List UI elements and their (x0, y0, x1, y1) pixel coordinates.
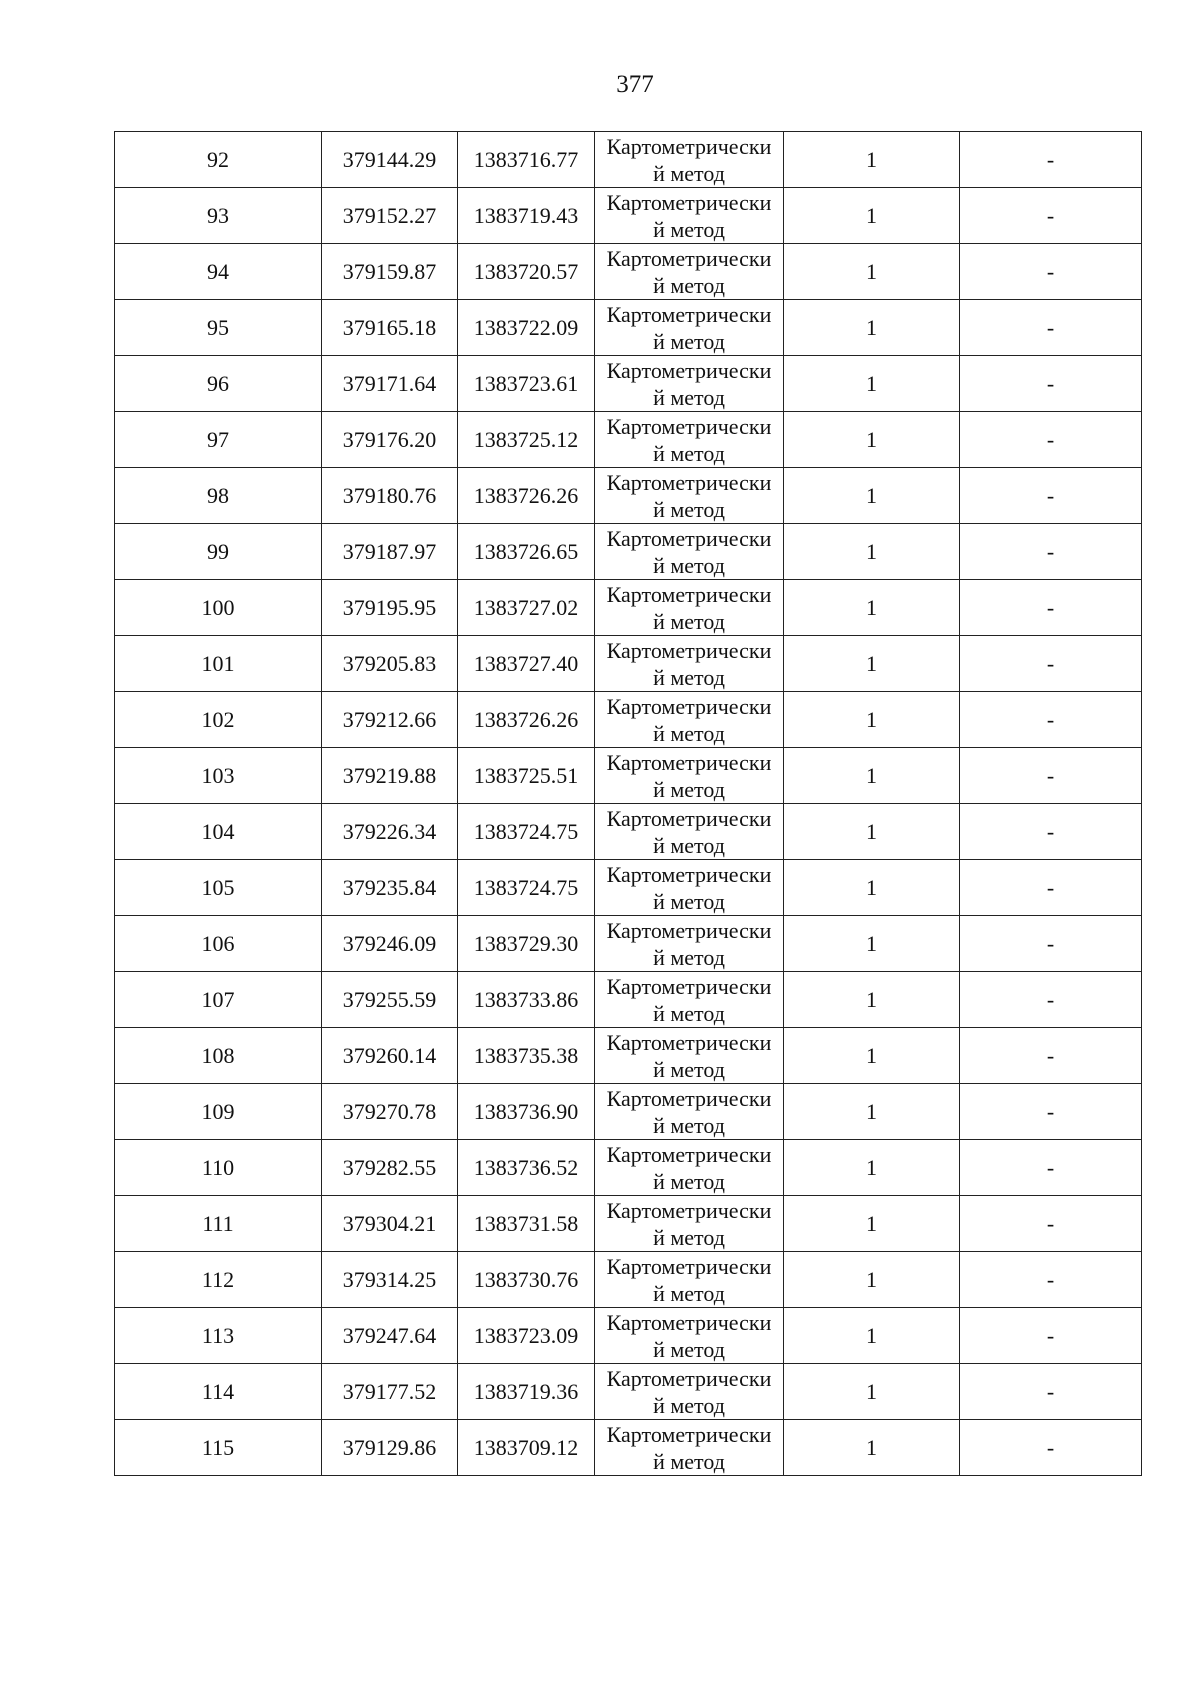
y-coordinate-cell: 1383731.58 (458, 1196, 595, 1252)
note-cell: - (960, 1364, 1142, 1420)
point-number-cell: 95 (115, 300, 322, 356)
y-coordinate-cell: 1383726.65 (458, 524, 595, 580)
method-text: Картометрически й метод (606, 469, 772, 522)
coordinates-table (114, 131, 1142, 1476)
accuracy-cell: 1 (784, 748, 960, 804)
method-text: Картометрически й метод (606, 861, 772, 914)
point-number-cell: 107 (115, 972, 322, 1028)
x-coordinate-cell: 379152.27 (322, 188, 458, 244)
table-row (115, 748, 1142, 804)
table-row (115, 1140, 1142, 1196)
y-coordinate-cell: 1383726.26 (458, 468, 595, 524)
table-row (115, 412, 1142, 468)
table-row (115, 972, 1142, 1028)
accuracy-cell: 1 (784, 916, 960, 972)
x-coordinate-cell: 379255.59 (322, 972, 458, 1028)
accuracy-cell: 1 (784, 860, 960, 916)
method-text: Картометрически й метод (606, 525, 772, 578)
method-text: Картометрически й метод (606, 581, 772, 634)
table-row (115, 580, 1142, 636)
x-coordinate-cell: 379226.34 (322, 804, 458, 860)
method-cell (595, 860, 784, 916)
method-cell (595, 468, 784, 524)
table-row (115, 636, 1142, 692)
method-cell (595, 1252, 784, 1308)
point-number-cell: 113 (115, 1308, 322, 1364)
x-coordinate-cell: 379177.52 (322, 1364, 458, 1420)
accuracy-cell: 1 (784, 1420, 960, 1476)
x-coordinate-cell: 379260.14 (322, 1028, 458, 1084)
x-coordinate-cell: 379235.84 (322, 860, 458, 916)
table-row (115, 804, 1142, 860)
point-number-cell: 111 (115, 1196, 322, 1252)
table-row (115, 916, 1142, 972)
y-coordinate-cell: 1383716.77 (458, 132, 595, 188)
method-cell (595, 972, 784, 1028)
point-number-cell: 97 (115, 412, 322, 468)
method-text: Картометрически й метод (606, 637, 772, 690)
note-cell: - (960, 1252, 1142, 1308)
method-text: Картометрически й метод (606, 693, 772, 746)
accuracy-cell: 1 (784, 1364, 960, 1420)
point-number-cell: 108 (115, 1028, 322, 1084)
y-coordinate-cell: 1383735.38 (458, 1028, 595, 1084)
note-cell: - (960, 300, 1142, 356)
x-coordinate-cell: 379247.64 (322, 1308, 458, 1364)
accuracy-cell: 1 (784, 1252, 960, 1308)
method-text: Картометрически й метод (606, 1141, 772, 1194)
method-cell (595, 188, 784, 244)
point-number-cell: 96 (115, 356, 322, 412)
y-coordinate-cell: 1383723.61 (458, 356, 595, 412)
y-coordinate-cell: 1383720.57 (458, 244, 595, 300)
method-text: Картометрически й метод (606, 1309, 772, 1362)
table-row (115, 1420, 1142, 1476)
table-row (115, 132, 1142, 188)
y-coordinate-cell: 1383725.12 (458, 412, 595, 468)
y-coordinate-cell: 1383719.36 (458, 1364, 595, 1420)
point-number-cell: 93 (115, 188, 322, 244)
point-number-cell: 110 (115, 1140, 322, 1196)
accuracy-cell: 1 (784, 1084, 960, 1140)
method-text: Картометрически й метод (606, 301, 772, 354)
x-coordinate-cell: 379176.20 (322, 412, 458, 468)
method-text: Картометрически й метод (606, 1365, 772, 1418)
accuracy-cell: 1 (784, 1140, 960, 1196)
point-number-cell: 114 (115, 1364, 322, 1420)
accuracy-cell: 1 (784, 1028, 960, 1084)
x-coordinate-cell: 379171.64 (322, 356, 458, 412)
note-cell: - (960, 1420, 1142, 1476)
note-cell: - (960, 860, 1142, 916)
table-row (115, 1308, 1142, 1364)
y-coordinate-cell: 1383727.02 (458, 580, 595, 636)
point-number-cell: 99 (115, 524, 322, 580)
table-row (115, 1196, 1142, 1252)
x-coordinate-cell: 379195.95 (322, 580, 458, 636)
note-cell: - (960, 916, 1142, 972)
accuracy-cell: 1 (784, 468, 960, 524)
x-coordinate-cell: 379212.66 (322, 692, 458, 748)
note-cell: - (960, 244, 1142, 300)
y-coordinate-cell: 1383719.43 (458, 188, 595, 244)
method-cell (595, 1364, 784, 1420)
method-text: Картометрически й метод (606, 1253, 772, 1306)
method-text: Картометрически й метод (606, 1421, 772, 1474)
accuracy-cell: 1 (784, 244, 960, 300)
method-text: Картометрически й метод (606, 1197, 772, 1250)
y-coordinate-cell: 1383709.12 (458, 1420, 595, 1476)
note-cell: - (960, 468, 1142, 524)
method-text: Картометрически й метод (606, 1085, 772, 1138)
point-number-cell: 94 (115, 244, 322, 300)
accuracy-cell: 1 (784, 804, 960, 860)
x-coordinate-cell: 379282.55 (322, 1140, 458, 1196)
method-text: Картометрически й метод (606, 973, 772, 1026)
note-cell: - (960, 748, 1142, 804)
note-cell: - (960, 692, 1142, 748)
method-cell (595, 1140, 784, 1196)
point-number-cell: 101 (115, 636, 322, 692)
point-number-cell: 102 (115, 692, 322, 748)
method-cell (595, 300, 784, 356)
method-cell (595, 1420, 784, 1476)
y-coordinate-cell: 1383724.75 (458, 860, 595, 916)
method-cell (595, 692, 784, 748)
point-number-cell: 98 (115, 468, 322, 524)
note-cell: - (960, 412, 1142, 468)
note-cell: - (960, 1140, 1142, 1196)
note-cell: - (960, 580, 1142, 636)
method-text: Картометрически й метод (606, 357, 772, 410)
method-cell (595, 1028, 784, 1084)
accuracy-cell: 1 (784, 524, 960, 580)
point-number-cell: 109 (115, 1084, 322, 1140)
accuracy-cell: 1 (784, 300, 960, 356)
table-row (115, 300, 1142, 356)
accuracy-cell: 1 (784, 132, 960, 188)
table-row (115, 244, 1142, 300)
y-coordinate-cell: 1383730.76 (458, 1252, 595, 1308)
note-cell: - (960, 1308, 1142, 1364)
y-coordinate-cell: 1383726.26 (458, 692, 595, 748)
note-cell: - (960, 1028, 1142, 1084)
method-cell (595, 804, 784, 860)
method-text: Картометрически й метод (606, 749, 772, 802)
y-coordinate-cell: 1383723.09 (458, 1308, 595, 1364)
coordinates-table-body (115, 132, 1142, 1476)
x-coordinate-cell: 379205.83 (322, 636, 458, 692)
x-coordinate-cell: 379270.78 (322, 1084, 458, 1140)
method-cell (595, 748, 784, 804)
point-number-cell: 103 (115, 748, 322, 804)
method-text: Картометрически й метод (606, 413, 772, 466)
y-coordinate-cell: 1383733.86 (458, 972, 595, 1028)
method-text: Картометрически й метод (606, 805, 772, 858)
table-row (115, 524, 1142, 580)
x-coordinate-cell: 379165.18 (322, 300, 458, 356)
method-cell (595, 636, 784, 692)
method-cell (595, 244, 784, 300)
method-text: Картометрически й метод (606, 133, 772, 186)
x-coordinate-cell: 379314.25 (322, 1252, 458, 1308)
accuracy-cell: 1 (784, 692, 960, 748)
accuracy-cell: 1 (784, 972, 960, 1028)
method-cell (595, 580, 784, 636)
table-row (115, 356, 1142, 412)
x-coordinate-cell: 379304.21 (322, 1196, 458, 1252)
method-text: Картометрически й метод (606, 189, 772, 242)
x-coordinate-cell: 379129.86 (322, 1420, 458, 1476)
accuracy-cell: 1 (784, 1308, 960, 1364)
y-coordinate-cell: 1383727.40 (458, 636, 595, 692)
point-number-cell: 100 (115, 580, 322, 636)
method-text: Картометрически й метод (606, 1029, 772, 1082)
x-coordinate-cell: 379144.29 (322, 132, 458, 188)
method-cell (595, 356, 784, 412)
method-cell (595, 916, 784, 972)
method-text: Картометрически й метод (606, 917, 772, 970)
table-row (115, 1364, 1142, 1420)
method-text: Картометрически й метод (606, 245, 772, 298)
point-number-cell: 92 (115, 132, 322, 188)
method-cell (595, 1084, 784, 1140)
note-cell: - (960, 356, 1142, 412)
note-cell: - (960, 804, 1142, 860)
method-cell (595, 524, 784, 580)
method-cell (595, 132, 784, 188)
accuracy-cell: 1 (784, 356, 960, 412)
x-coordinate-cell: 379219.88 (322, 748, 458, 804)
point-number-cell: 115 (115, 1420, 322, 1476)
x-coordinate-cell: 379246.09 (322, 916, 458, 972)
table-row (115, 468, 1142, 524)
accuracy-cell: 1 (784, 1196, 960, 1252)
note-cell: - (960, 636, 1142, 692)
point-number-cell: 104 (115, 804, 322, 860)
note-cell: - (960, 1084, 1142, 1140)
note-cell: - (960, 972, 1142, 1028)
note-cell: - (960, 1196, 1142, 1252)
x-coordinate-cell: 379180.76 (322, 468, 458, 524)
note-cell: - (960, 188, 1142, 244)
method-cell (595, 1196, 784, 1252)
y-coordinate-cell: 1383729.30 (458, 916, 595, 972)
page-number: 377 (616, 71, 654, 98)
table-row (115, 860, 1142, 916)
table-row (115, 692, 1142, 748)
accuracy-cell: 1 (784, 188, 960, 244)
y-coordinate-cell: 1383725.51 (458, 748, 595, 804)
y-coordinate-cell: 1383736.90 (458, 1084, 595, 1140)
method-cell (595, 1308, 784, 1364)
point-number-cell: 112 (115, 1252, 322, 1308)
y-coordinate-cell: 1383736.52 (458, 1140, 595, 1196)
accuracy-cell: 1 (784, 636, 960, 692)
note-cell: - (960, 524, 1142, 580)
point-number-cell: 105 (115, 860, 322, 916)
x-coordinate-cell: 379187.97 (322, 524, 458, 580)
y-coordinate-cell: 1383722.09 (458, 300, 595, 356)
table-row (115, 188, 1142, 244)
accuracy-cell: 1 (784, 580, 960, 636)
accuracy-cell: 1 (784, 412, 960, 468)
point-number-cell: 106 (115, 916, 322, 972)
y-coordinate-cell: 1383724.75 (458, 804, 595, 860)
table-row (115, 1028, 1142, 1084)
table-row (115, 1084, 1142, 1140)
table-row (115, 1252, 1142, 1308)
method-cell (595, 412, 784, 468)
note-cell: - (960, 132, 1142, 188)
x-coordinate-cell: 379159.87 (322, 244, 458, 300)
